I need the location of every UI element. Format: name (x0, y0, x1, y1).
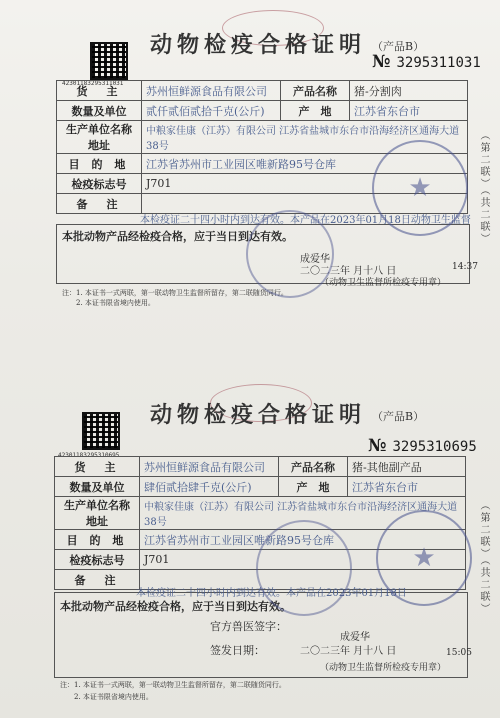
product-name-value: 猪-其他副产品 (348, 457, 466, 477)
table-row (57, 81, 468, 101)
mark-value: J701 (142, 174, 468, 194)
mark-value: J701 (140, 550, 466, 570)
copy-label: （第二联）（共二联） (478, 500, 489, 615)
copy-label: （第二联）（共二联） (478, 130, 489, 245)
destination-value: 江苏省苏州市工业园区唯新路95号仓库 (140, 530, 466, 550)
official-stamp (376, 510, 472, 606)
quantity-value: 贰仟贰佰贰拾千克(公斤) (142, 101, 281, 121)
origin-value: 江苏省东台市 (348, 477, 466, 497)
destination-value: 江苏省苏州市工业园区唯新路95号仓库 (142, 154, 468, 174)
mark-label: 检疫标志号 (57, 174, 142, 194)
producer-label: 生产单位名称地址 (55, 497, 140, 530)
note-2: 2. 本证书限省境内使用。 (62, 299, 155, 307)
note-1: 注：1. 本证书一式两联，第一联动物卫生监督所留存，第二联随货同行。 (62, 289, 288, 297)
issue-date-label: 签发日期： (210, 644, 265, 657)
destination-label: 目 的 地 (55, 530, 140, 550)
vet-sign-label: 官方兽医签字： (210, 620, 287, 633)
owner-value: 苏州恒鲜源食品有限公司 (142, 81, 281, 101)
approval-text: 本批动物产品经检疫合格，应于当日到达有效。 (60, 600, 291, 613)
mark-label: 检疫标志号 (55, 550, 140, 570)
company-stamp (256, 520, 352, 616)
issue-time: 15:05 (446, 648, 472, 658)
certificate-1 (0, 0, 500, 335)
number-symbol: № (372, 52, 391, 72)
owner-label: 货 主 (55, 457, 140, 477)
issue-time: 14:37 (452, 262, 478, 272)
validity-text: 本检疫证二十四小时内到达有效。本产品在2023年01月18日 (136, 588, 407, 599)
serial-value: 3295311031 (396, 55, 481, 71)
star-icon: ★ (412, 543, 436, 573)
dept-label: （动物卫生监督所检疫专用章） (320, 663, 447, 673)
company-stamp (246, 210, 334, 298)
owner-label: 货 主 (57, 81, 142, 101)
certificate-type: （产品B） (372, 410, 425, 423)
approval-text: 本批动物产品经检疫合格，应于当日到达有效。 (62, 230, 293, 243)
certificate-title: 动物检疫合格证明 (150, 402, 367, 428)
owner-value: 苏州恒鲜源食品有限公司 (140, 457, 279, 477)
note-1: 注：1. 本证书一式两联，第一联动物卫生监督所留存，第二联随货同行。 (60, 681, 286, 689)
origin-value: 江苏省东台市 (350, 101, 468, 121)
certificate-title: 动物检疫合格证明 (150, 32, 367, 58)
serial-number (372, 52, 481, 72)
note-2: 2. 本证书限省境内使用。 (60, 693, 153, 701)
quantity-value: 肆佰贰拾肆千克(公斤) (140, 477, 279, 497)
quantity-label: 数量及单位 (57, 101, 142, 121)
qr-code-icon (90, 42, 128, 80)
quantity-label: 数量及单位 (55, 477, 140, 497)
table-row (55, 477, 466, 497)
qr-code-icon (82, 412, 120, 450)
table-row (57, 101, 468, 121)
product-name-label: 产品名称 (281, 81, 350, 101)
vet-name: 成爱华 (340, 632, 370, 643)
product-name-value: 猪-分割肉 (350, 81, 468, 101)
destination-label: 目 的 地 (57, 154, 142, 174)
producer-value: 中粮家佳康（江苏）有限公司 江苏省盐城市东台市沿海经济区通海大道38号 (142, 121, 468, 154)
producer-label: 生产单位名称地址 (57, 121, 142, 154)
producer-value: 中粮家佳康（江苏）有限公司 江苏省盐城市东台市沿海经济区通海大道38号 (140, 497, 466, 530)
qr-code-number: 42301183295311031 (62, 80, 124, 87)
issue-date: 二〇二三年 月十八 日 (300, 266, 397, 277)
remarks-label: 备 注 (55, 570, 140, 590)
dept-label: （动物卫生监督所检疫专用章） (320, 278, 447, 288)
origin-label: 产 地 (281, 101, 350, 121)
validity-text: 本检疫证二十四小时内到达有效。本产品在2023年01月18日动物卫生监督 (140, 215, 471, 226)
table-row (55, 457, 466, 477)
vet-name: 成爱华 (300, 254, 330, 265)
number-symbol: № (368, 436, 387, 456)
official-stamp (372, 140, 468, 236)
remarks-label: 备 注 (57, 194, 142, 214)
star-icon: ★ (408, 173, 432, 203)
product-name-label: 产品名称 (279, 457, 348, 477)
serial-value: 3295310695 (392, 439, 477, 455)
issue-date: 二〇二三年 月十八 日 (300, 646, 397, 657)
origin-label: 产 地 (279, 477, 348, 497)
qr-code-number: 42301183295310695 (58, 452, 120, 459)
serial-number (368, 436, 477, 456)
certificate-type: （产品B） (372, 40, 425, 53)
